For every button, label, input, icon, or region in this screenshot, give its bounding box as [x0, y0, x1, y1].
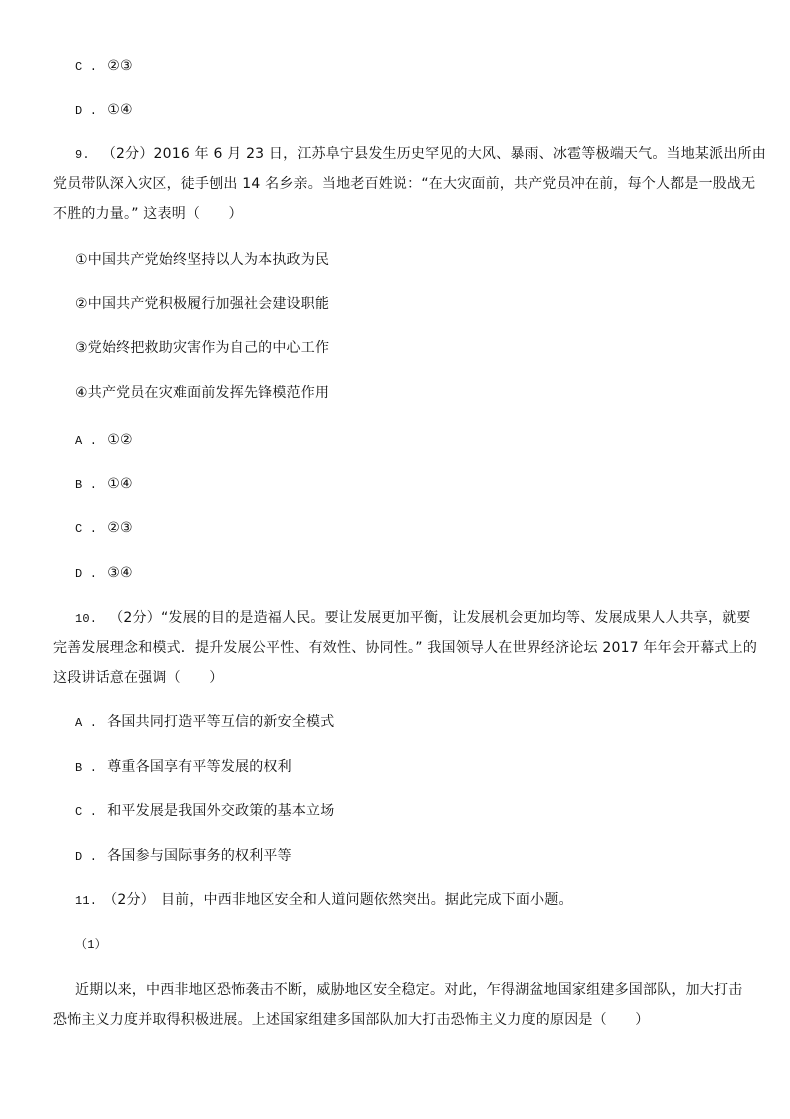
option-text: 各国共同打造平等互信的新安全模式	[107, 714, 335, 730]
option-letter: C .	[75, 522, 98, 536]
option-letter: C .	[75, 60, 98, 74]
option-letter: B .	[75, 761, 98, 775]
option-text: ②③	[107, 58, 133, 74]
option-letter: B .	[75, 478, 98, 492]
question-stem-line: 完善发展理念和模式．提升发展公平性、有效性、协同性。” 我国领导人在世界经济论坛 2017 年年会开幕式上的	[53, 640, 758, 656]
option-letter: D .	[75, 850, 98, 864]
option-d[interactable]	[75, 563, 133, 584]
stem-text: 目前，中西非地区安全和人道问题依然突出。据此完成下面小题。	[160, 892, 573, 908]
option-text: ③④	[107, 565, 133, 581]
question-stem-line: 这段讲话意在强调（ ）	[53, 670, 224, 686]
statement-3: ③党始终把救助灾害作为自己的中心工作	[75, 340, 330, 356]
option-text: ①④	[107, 102, 133, 118]
sub-question-label: （1）	[75, 938, 107, 952]
sub-question-stem-line: 恐怖主义力度并取得积极进展。上述国家组建多国部队加大打击恐怖主义力度的原因是（ ）	[53, 1012, 650, 1028]
option-a[interactable]	[75, 430, 133, 451]
option-d[interactable]	[75, 100, 133, 121]
question-number: 9.	[75, 148, 90, 162]
statement-4: ④共产党员在灾难面前发挥先锋模范作用	[75, 385, 330, 401]
sub-question-stem-line: 近期以来，中西非地区恐怖袭击不断，威胁地区安全稳定。对此，乍得湖盆地国家组建多国部队，加大打击	[75, 982, 743, 998]
question-stem-line: 不胜的力量。” 这表明（ ）	[53, 206, 243, 222]
stem-text: 2016 年 6 月 23 日，江苏阜宁县发生历史罕见的大风、暴雨、冰雹等极端天气。当地某派出所由	[153, 146, 766, 162]
question-score: （2分）	[103, 892, 155, 908]
question-score: （2分）	[109, 610, 161, 626]
question-stem-line	[75, 890, 573, 911]
option-letter: C .	[75, 805, 98, 819]
statement-1: ①中国共产党始终坚持以人为本执政为民	[75, 252, 330, 268]
option-text: 各国参与国际事务的权利平等	[107, 848, 292, 864]
stem-text: “发展的目的是造福人民。要让发展更加平衡，让发展机会更加均等、发展成果人人共享，就要	[160, 610, 751, 626]
option-letter: A .	[75, 716, 98, 730]
option-text: 尊重各国享有平等发展的权利	[107, 759, 292, 775]
option-text: ①②	[107, 432, 133, 448]
question-stem-line	[75, 608, 751, 629]
question-stem-line	[75, 144, 766, 165]
option-c[interactable]	[75, 518, 133, 539]
option-b[interactable]	[75, 474, 133, 495]
option-c[interactable]	[75, 801, 334, 822]
option-text: ②③	[107, 520, 133, 536]
option-b[interactable]	[75, 757, 292, 778]
option-letter: D .	[75, 567, 98, 581]
option-a[interactable]	[75, 712, 334, 733]
question-score: （2分）	[101, 146, 154, 162]
question-stem-line: 党员带队深入灾区，徒手刨出 14 名乡亲。当地老百姓说：“在大灾面前，共产党员冲在前，每个人都是一股战无	[53, 176, 756, 192]
option-text: ①④	[107, 476, 133, 492]
option-letter: D .	[75, 104, 98, 118]
option-d[interactable]	[75, 846, 292, 867]
question-number: 10.	[75, 612, 98, 626]
option-c[interactable]	[75, 56, 133, 77]
option-text: 和平发展是我国外交政策的基本立场	[107, 803, 335, 819]
question-number: 11.	[75, 894, 98, 908]
statement-2: ②中国共产党积极履行加强社会建设职能	[75, 296, 330, 312]
option-letter: A .	[75, 434, 98, 448]
